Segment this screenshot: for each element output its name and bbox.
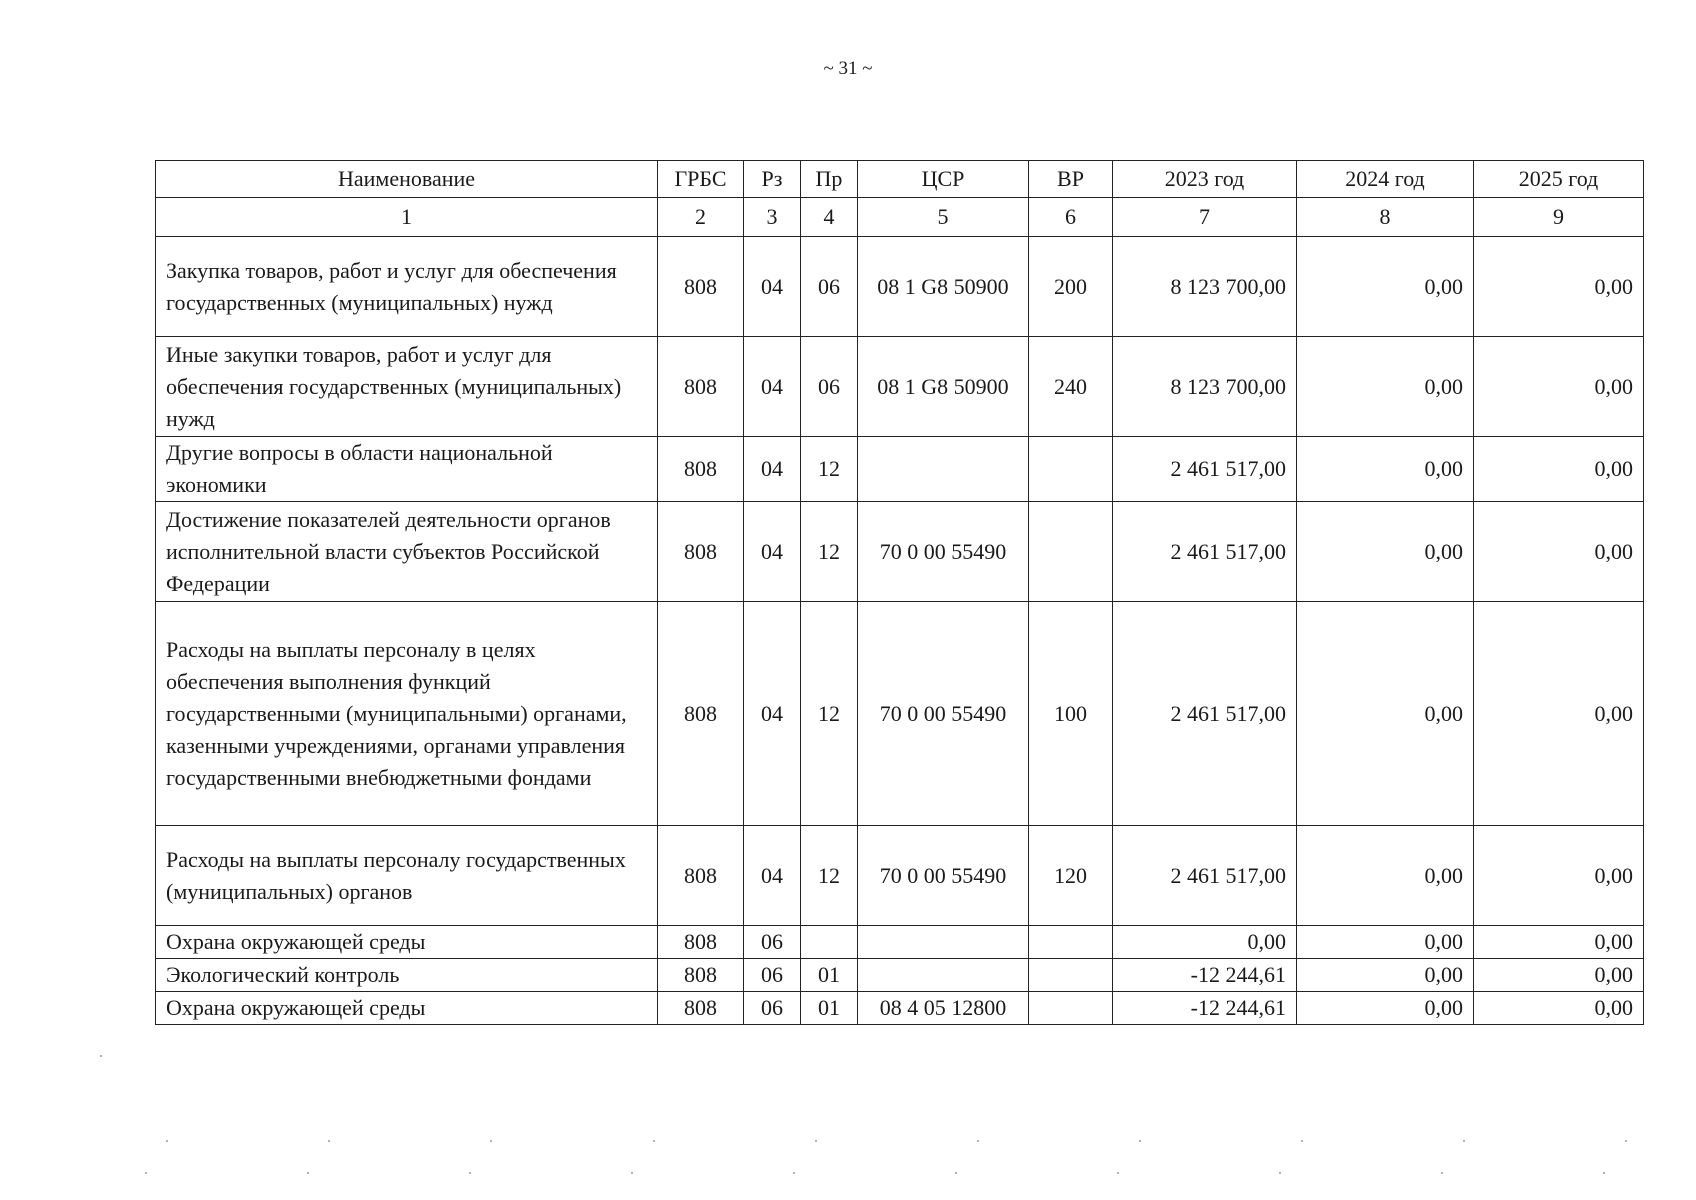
- header-2025: 2025 год: [1474, 161, 1644, 198]
- cell-pr: 01: [801, 992, 858, 1025]
- cell-rz: 04: [744, 437, 801, 502]
- column-number: 9: [1474, 198, 1644, 237]
- header-name: Наименование: [156, 161, 658, 198]
- cell-name: Охрана окружающей среды: [156, 926, 658, 959]
- cell-2025: 0,00: [1474, 992, 1644, 1025]
- cell-2023: 0,00: [1113, 926, 1297, 959]
- header-grbs: ГРБС: [658, 161, 744, 198]
- cell-vr: 120: [1029, 826, 1113, 926]
- cell-csr: 70 0 00 55490: [858, 502, 1029, 602]
- cell-pr: 12: [801, 826, 858, 926]
- cell-pr: 12: [801, 502, 858, 602]
- cell-2023: 8 123 700,00: [1113, 237, 1297, 337]
- cell-pr: [801, 926, 858, 959]
- cell-2025: 0,00: [1474, 437, 1644, 502]
- cell-csr: 08 1 G8 50900: [858, 337, 1029, 437]
- cell-2025: 0,00: [1474, 959, 1644, 992]
- table-row: [156, 926, 1644, 959]
- cell-pr: 01: [801, 959, 858, 992]
- table-row: [156, 237, 1644, 337]
- cell-2024: 0,00: [1297, 959, 1474, 992]
- cell-csr: [858, 959, 1029, 992]
- table-row: [156, 826, 1644, 926]
- header-2024: 2024 год: [1297, 161, 1474, 198]
- cell-rz: 04: [744, 826, 801, 926]
- cell-grbs: 808: [658, 337, 744, 437]
- cell-2025: 0,00: [1474, 237, 1644, 337]
- cell-2025: 0,00: [1474, 602, 1644, 826]
- table-row: [156, 502, 1644, 602]
- column-number: 2: [658, 198, 744, 237]
- cell-2024: 0,00: [1297, 437, 1474, 502]
- cell-vr: 240: [1029, 337, 1113, 437]
- header-rz: Рз: [744, 161, 801, 198]
- cell-vr: 100: [1029, 602, 1113, 826]
- cell-pr: 12: [801, 437, 858, 502]
- cell-pr: 12: [801, 602, 858, 826]
- table-row: [156, 337, 1644, 437]
- cell-csr: [858, 926, 1029, 959]
- cell-2025: 0,00: [1474, 502, 1644, 602]
- cell-grbs: 808: [658, 237, 744, 337]
- column-number: 5: [858, 198, 1029, 237]
- cell-2023: 8 123 700,00: [1113, 337, 1297, 437]
- cell-vr: [1029, 502, 1113, 602]
- cell-name: Достижение показателей деятельности органов исполнительной власти субъектов Российской Федерации: [156, 502, 658, 602]
- column-number: 6: [1029, 198, 1113, 237]
- cell-vr: [1029, 992, 1113, 1025]
- cell-2024: 0,00: [1297, 502, 1474, 602]
- cell-name: Другие вопросы в области национальной экономики: [156, 437, 658, 502]
- cell-vr: 200: [1029, 237, 1113, 337]
- cell-2023: 2 461 517,00: [1113, 602, 1297, 826]
- cell-vr: [1029, 437, 1113, 502]
- cell-name: Расходы на выплаты персоналу государственных (муниципальных) органов: [156, 826, 658, 926]
- cell-rz: 06: [744, 959, 801, 992]
- cell-csr: [858, 437, 1029, 502]
- column-number: 3: [744, 198, 801, 237]
- cell-2025: 0,00: [1474, 926, 1644, 959]
- cell-grbs: 808: [658, 437, 744, 502]
- column-number: 8: [1297, 198, 1474, 237]
- cell-rz: 04: [744, 337, 801, 437]
- cell-pr: 06: [801, 337, 858, 437]
- cell-2024: 0,00: [1297, 602, 1474, 826]
- cell-2024: 0,00: [1297, 237, 1474, 337]
- cell-grbs: 808: [658, 826, 744, 926]
- cell-name: Экологический контроль: [156, 959, 658, 992]
- cell-grbs: 808: [658, 992, 744, 1025]
- budget-table: [155, 160, 1644, 1025]
- cell-2024: 0,00: [1297, 826, 1474, 926]
- cell-name: Иные закупки товаров, работ и услуг для обеспечения государственных (муниципальных) нужд: [156, 337, 658, 437]
- cell-pr: 06: [801, 237, 858, 337]
- cell-name: Охрана окружающей среды: [156, 992, 658, 1025]
- cell-2024: 0,00: [1297, 926, 1474, 959]
- column-number: 1: [156, 198, 658, 237]
- table-row: [156, 959, 1644, 992]
- header-pr: Пр: [801, 161, 858, 198]
- column-number-row: [156, 198, 1644, 237]
- cell-2023: 2 461 517,00: [1113, 502, 1297, 602]
- cell-2024: 0,00: [1297, 992, 1474, 1025]
- cell-grbs: 808: [658, 959, 744, 992]
- cell-2023: -12 244,61: [1113, 992, 1297, 1025]
- cell-csr: 08 1 G8 50900: [858, 237, 1029, 337]
- cell-name: Закупка товаров, работ и услуг для обеспечения государственных (муниципальных) нужд: [156, 237, 658, 337]
- cell-grbs: 808: [658, 502, 744, 602]
- cell-vr: [1029, 959, 1113, 992]
- cell-grbs: 808: [658, 926, 744, 959]
- column-number: 7: [1113, 198, 1297, 237]
- header-2023: 2023 год: [1113, 161, 1297, 198]
- cell-rz: 06: [744, 926, 801, 959]
- table-row: [156, 602, 1644, 826]
- column-number: 4: [801, 198, 858, 237]
- cell-rz: 04: [744, 237, 801, 337]
- cell-vr: [1029, 926, 1113, 959]
- cell-2023: 2 461 517,00: [1113, 826, 1297, 926]
- cell-csr: 08 4 05 12800: [858, 992, 1029, 1025]
- cell-2023: -12 244,61: [1113, 959, 1297, 992]
- header-row: [156, 161, 1644, 198]
- cell-csr: 70 0 00 55490: [858, 602, 1029, 826]
- table-row: [156, 437, 1644, 502]
- header-vr: ВР: [1029, 161, 1113, 198]
- cell-csr: 70 0 00 55490: [858, 826, 1029, 926]
- cell-2025: 0,00: [1474, 826, 1644, 926]
- cell-name: Расходы на выплаты персоналу в целях обеспечения выполнения функций государственными (муниципальными) органами, казенными учреждениями, органами управления государственными внебюджетными фондами: [156, 602, 658, 826]
- cell-rz: 06: [744, 992, 801, 1025]
- cell-rz: 04: [744, 602, 801, 826]
- header-csr: ЦСР: [858, 161, 1029, 198]
- page-number: ~ 31 ~: [823, 58, 873, 79]
- cell-grbs: 808: [658, 602, 744, 826]
- cell-2023: 2 461 517,00: [1113, 437, 1297, 502]
- cell-2024: 0,00: [1297, 337, 1474, 437]
- cell-2025: 0,00: [1474, 337, 1644, 437]
- cell-rz: 04: [744, 502, 801, 602]
- table-row: [156, 992, 1644, 1025]
